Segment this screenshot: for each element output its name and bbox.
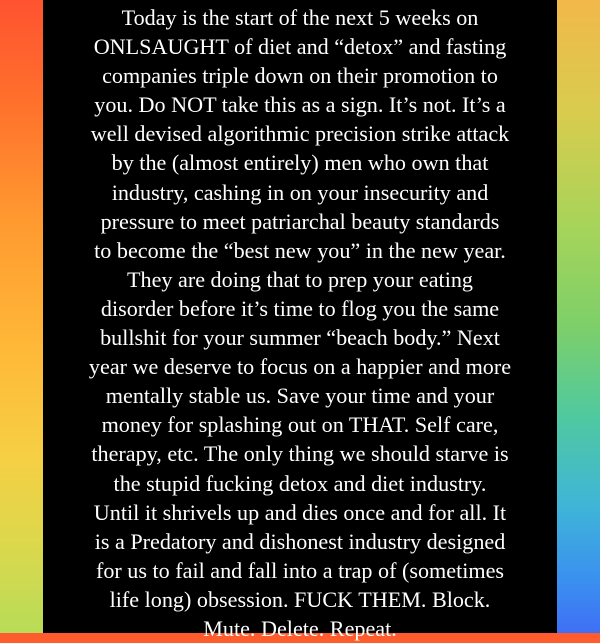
text-line: therapy, etc. The only thing we should starve is: [91, 441, 509, 467]
text-line: pressure to meet patriarchal beauty standards: [100, 208, 500, 234]
text-line: companies triple down on their promotion to: [102, 63, 498, 89]
text-line: life long) obsession. FUCK THEM. Block.: [109, 586, 491, 612]
text-line: well devised algorithmic precision strike attack: [90, 121, 510, 147]
text-line: Today is the start of the next 5 weeks on: [121, 5, 479, 30]
text-line: disorder before it’s time to flog you the same: [100, 295, 500, 321]
text-line: for us to fail and fall into a trap of (sometimes: [95, 557, 505, 583]
text-line: They are doing that to prep your eating: [127, 266, 473, 292]
text-line: Mute. Delete. Repeat.: [203, 615, 397, 641]
text-line: industry, cashing in on your insecurity and: [111, 179, 489, 205]
text-line: bullshit for your summer “beach body.” Next: [100, 325, 500, 351]
text-line: ONLSAUGHT of diet and “detox” and fasting: [93, 34, 507, 60]
text-line: by the (almost entirely) men who own that: [111, 150, 489, 176]
text-line: Until it shrivels up and dies once and for all. It: [93, 499, 507, 525]
text-card: [43, 0, 557, 641]
text-line: the stupid fucking detox and diet industry.: [113, 470, 487, 496]
text-line: is a Predatory and dishonest industry designed: [94, 528, 506, 554]
text-line: to become the “best new you” in the new year.: [94, 237, 506, 263]
story-text: [43, 3, 557, 643]
text-line: you. Do NOT take this as a sign. It’s not. It’s a: [94, 92, 506, 118]
text-line: year we deserve to focus on a happier and more: [88, 354, 512, 380]
text-line: money for splashing out on THAT. Self care,: [101, 412, 499, 438]
text-line: mentally stable us. Save your time and your: [105, 383, 495, 409]
